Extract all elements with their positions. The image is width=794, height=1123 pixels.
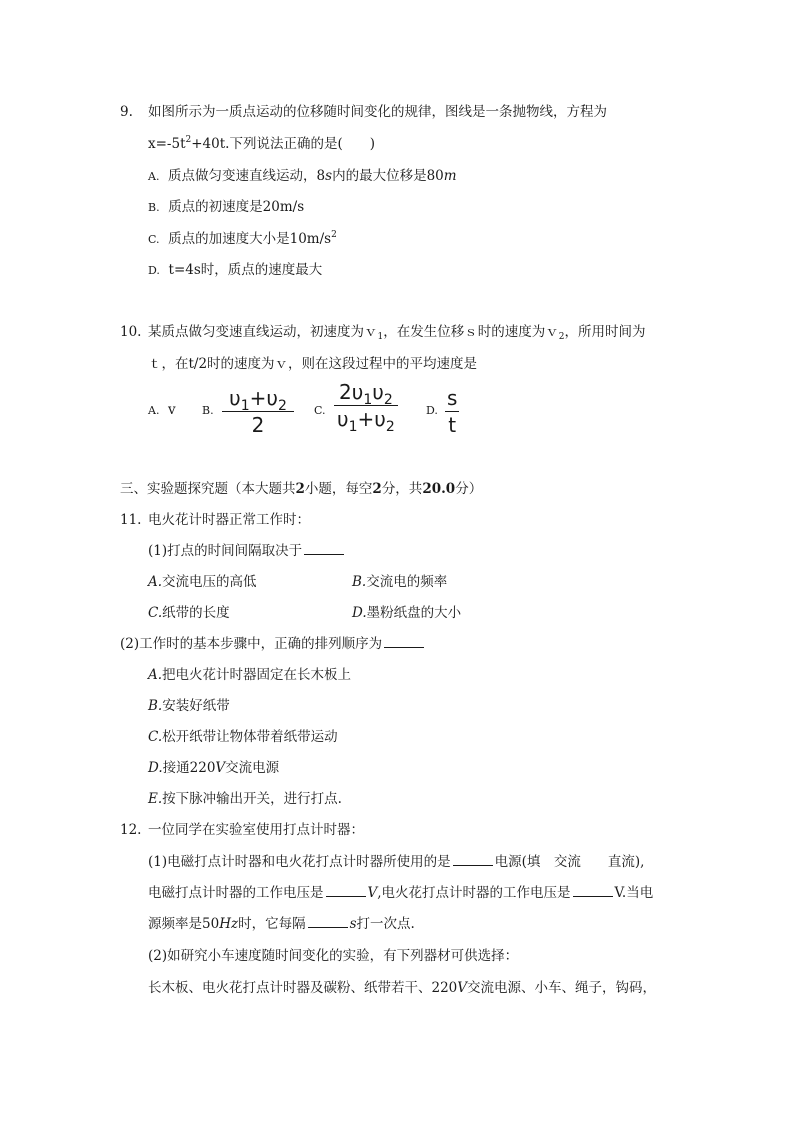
answer-blank <box>308 915 348 928</box>
q11-stem: 电火花计时器正常工作时： <box>148 512 310 528</box>
q11-p2-step-b: B.安装好纸带 <box>148 698 230 714</box>
q10-option-b-fraction <box>222 386 294 437</box>
fraction-numerator: $2\upsilon_1\upsilon_2$ <box>339 380 393 408</box>
q11-p1-option-d: D.墨粉纸盘的大小 <box>352 605 462 621</box>
section-title: 三、实验题探究题（本大题共2小题，每空2分，共20.0分） <box>120 481 483 497</box>
fraction-denominator: 2 <box>222 411 294 437</box>
answer-blank <box>453 853 493 866</box>
q11-p1-option-a: A.交流电压的高低 <box>148 574 257 590</box>
q11-number: 11. <box>120 512 142 528</box>
q9-option-a: A. 质点做匀变速直线运动，8s内的最大位移是80m <box>148 168 457 184</box>
fraction-numerator: $\upsilon_1+\upsilon_2$ <box>229 386 287 414</box>
q11-p2-step-c: C.松开纸带让物体带着纸带运动 <box>148 729 338 745</box>
q11-part2: (2)工作时的基本步骤中，正确的排列顺序为 <box>120 634 426 654</box>
q10-option-d-fraction <box>444 386 460 437</box>
q12-line3: 源频率是50Hz时，它每隔 s打一次点. <box>148 916 415 932</box>
q10-stem-line2: ｔ，在t/2时的速度为ｖ，则在这段过程中的平均速度是 <box>148 356 478 372</box>
q12-number: 12. <box>120 822 142 838</box>
q11-p2-step-d: D.接通220V交流电源 <box>148 760 280 776</box>
q9-option-c: C. 质点的加速度大小是$10m/s^2$ <box>148 230 337 247</box>
q11-p2-step-a: A.把电火花计时器固定在长木板上 <box>148 667 352 683</box>
answer-blank <box>326 884 366 897</box>
q10-stem-line1: 某质点做匀变速直线运动，初速度为ｖ$_1$，在发生位移ｓ时的速度为ｖ$_2$，所用时间为 <box>148 324 646 342</box>
q11-p2-step-e: E.按下脉冲输出开关，进行打点. <box>148 791 342 807</box>
q12-line2: 电磁打点计时器的工作电压是 V,电火花打点计时器的工作电压是 V.当电 <box>148 885 654 901</box>
q10-option-c-letter: C. <box>314 404 326 417</box>
q9-option-b: B. 质点的初速度是20m/s <box>148 199 305 215</box>
q11-p1-option-c: C.纸带的长度 <box>148 605 230 621</box>
q9-option-d: D. t=4s时，质点的速度最大 <box>148 262 323 278</box>
q12-line1: (1)电磁打点计时器和电火花打点计时器所使用的是 电源(填 交流 直流), <box>148 854 645 870</box>
q10-option-b-letter: B. <box>202 404 214 417</box>
answer-blank <box>573 884 613 897</box>
q12-line5: 长木板、电火花打点计时器及碳粉、纸带若干、220V交流电源、小车、绳子，钩码， <box>148 980 657 996</box>
q12-line4: (2)如研究小车速度随时间变化的实验，有下列器材可供选择： <box>148 948 519 964</box>
q10-number: 10. <box>120 324 142 340</box>
answer-blank <box>384 635 424 648</box>
q10-option-a: A. v <box>148 402 176 418</box>
q10-option-d-letter: D. <box>426 404 438 417</box>
fraction-denominator: $\upsilon_1+\upsilon_2$ <box>334 405 398 431</box>
q11-part1: (1)打点的时间间隔取决于 <box>148 541 346 561</box>
q9-stem-line2: $x=-5t^2+40t$.下列说法正确的是( ) <box>148 135 375 152</box>
fraction-denominator: t <box>445 411 459 437</box>
q12-stem: 一位同学在实验室使用打点计时器： <box>148 822 364 838</box>
answer-blank <box>304 542 344 555</box>
q9-stem-line1: 如图所示为一质点运动的位移随时间变化的规律，图线是一条抛物线，方程为 <box>148 104 607 120</box>
q9-number: 9. <box>120 104 133 120</box>
q10-option-c-fraction <box>334 380 398 435</box>
fraction-numerator: s <box>447 386 458 410</box>
q11-p1-option-b: B.交流电的频率 <box>352 574 448 590</box>
